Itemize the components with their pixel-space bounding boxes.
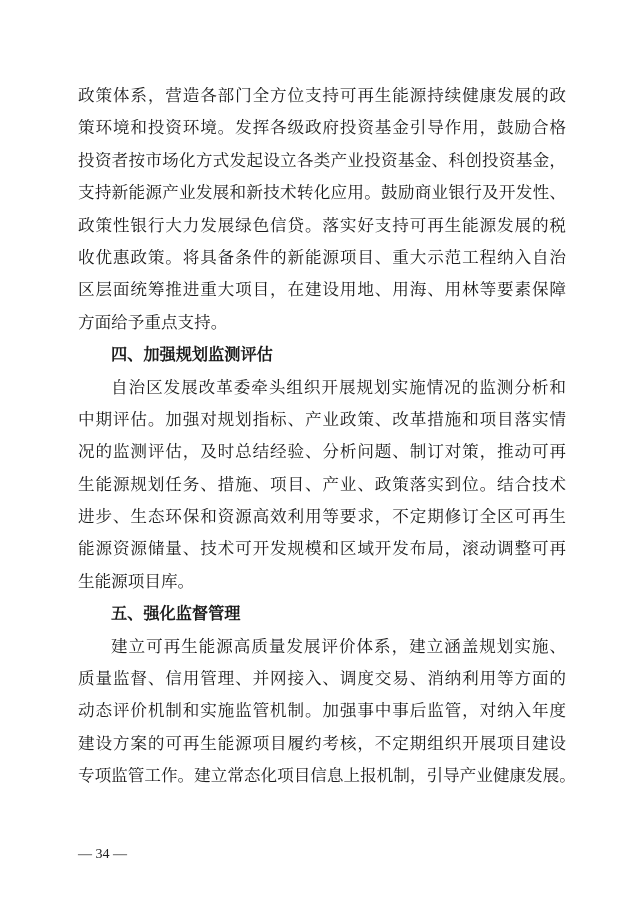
text-line: 自治区发展改革委牵头组织开展规划实施情况的监测分析和	[111, 377, 566, 397]
document-body	[78, 80, 576, 793]
text-line: 动态评价机制和实施监管机制。加强事中事后监管，对纳入年度	[78, 701, 566, 721]
paragraph-policy-system	[78, 80, 566, 339]
text-line: 专项监管工作。建立常态化项目信息上报机制，引导产业健康发展。	[78, 766, 576, 786]
text-line: 能源资源储量、技术可开发规模和区域开发布局，滚动调整可再	[78, 539, 566, 559]
text-line: 政策性银行大力发展绿色信贷。落实好支持可再生能源发展的税	[78, 215, 566, 235]
text-line: 建立可再生能源高质量发展评价体系，建立涵盖规划实施、	[111, 636, 566, 656]
text-line: 质量监督、信用管理、并网接入、调度交易、消纳利用等方面的	[78, 669, 566, 689]
text-line: 区层面统筹推进重大项目，在建设用地、用海、用林等要素保障	[78, 280, 566, 300]
page-number: — 34 —	[78, 847, 127, 862]
paragraph-monitoring	[78, 372, 566, 599]
text-line: 政策体系，营造各部门全方位支持可再生能源持续健康发展的政	[78, 86, 566, 105]
section-heading-monitoring: 四、加强规划监测评估	[111, 345, 273, 365]
text-line: 收优惠政策。将具备条件的新能源项目、重大示范工程纳入自治	[78, 247, 566, 267]
text-line: 生能源规划任务、措施、项目、产业、政策落实到位。结合技术	[78, 474, 566, 494]
text-line: 生能源项目库。	[78, 571, 195, 591]
text-line: 方面给予重点支持。	[78, 312, 228, 332]
text-line: 进步、生态环保和资源高效利用等要求，不定期修订全区可再生	[78, 507, 566, 527]
paragraph-supervision	[78, 631, 576, 793]
text-line: 支持新能源产业发展和新技术转化应用。鼓励商业银行及开发性、	[78, 183, 566, 203]
text-line: 策环境和投资环境。发挥各级政府投资基金引导作用，鼓励合格	[78, 118, 566, 138]
text-line: 投资者按市场化方式发起设立各类产业投资基金、科创投资基金，	[78, 150, 566, 170]
section-heading-supervision: 五、强化监督管理	[111, 604, 241, 624]
text-line: 中期评估。加强对规划指标、产业政策、改革措施和项目落实情	[78, 409, 566, 429]
text-line: 况的监测评估，及时总结经验、分析问题、制订对策，推动可再	[78, 442, 566, 462]
text-line: 建设方案的可再生能源项目履约考核，不定期组织开展项目建设	[78, 733, 566, 753]
